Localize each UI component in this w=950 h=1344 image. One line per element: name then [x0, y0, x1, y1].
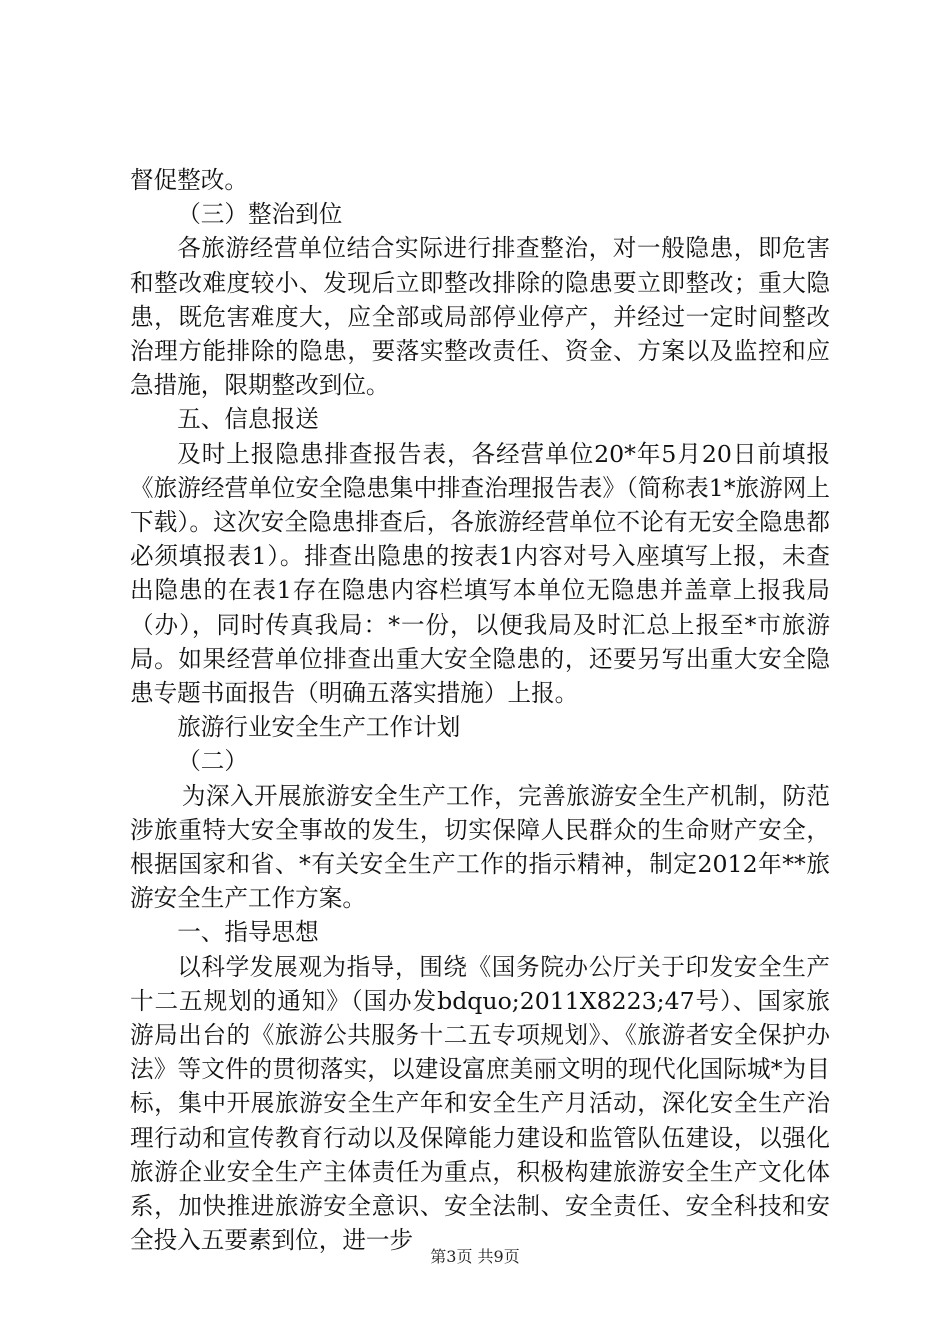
section-heading-5: 五、信息报送 — [177, 405, 319, 434]
document-body — [130, 163, 830, 1258]
section-heading-1: 一、指导思想 — [177, 918, 319, 947]
page-footer: 第3页 共9页 — [430, 1247, 520, 1266]
document-title: 旅游行业安全生产工作计划 — [177, 713, 461, 742]
paragraph-rectification: 各旅游经营单位结合实际进行排查整治，对一般隐患，即危害和整改难度较小、发现后立即整改排除的隐患要立即整改；重大隐患，既危害难度大，应全部或局部停业停产，并经过一定时间整改治理方能排除的隐患，要落实整改责任、资金、方案以及监控和应急措施，限期整改到位。 — [130, 234, 830, 400]
paragraph-intro: 为深入开展旅游安全生产工作，完善旅游安全生产机制，防范涉旅重特大安全事故的发生，切实保障人民群众的生命财产安全，根据国家和省、*有关安全生产工作的指示精神，制定2012年**旅游安全生产工作方案。 — [130, 781, 830, 913]
document-subtitle: （二） — [177, 747, 248, 776]
paragraph-continuation: 督促整改。 — [130, 166, 248, 194]
paragraph-info-report: 及时上报隐患排查报告表，各经营单位20*年5月20日前填报《旅游经营单位安全隐患集中排查治理报告表》（简称表1*旅游网上下载）。这次安全隐患排查后，各旅游经营单位不论有无安全隐患都必须填报表1）。排查出隐患的按表1内容对号入座填写上报，未查出隐患的在表1存在隐患内容栏填写本单位无隐患并盖章上报我局（办），同时传真我局：*一份，以便我局及时汇总上报至*市旅游局。如果经营单位排查出重大安全隐患的，还要另写出重大安全隐患专题书面报告（明确五落实措施）上报。 — [130, 439, 830, 708]
paragraph-guiding-thought: 以科学发展观为指导，围绕《国务院办公厅关于印发安全生产十二五规划的通知》（国办发bdquo;2011X8223;47号）、国家旅游局出台的《旅游公共服务十二五专项规划》、《旅游者安全保护办法》等文件的贯彻落实，以建设富庶美丽文明的现代化国际城*为目标，集中开展旅游安全生产年和安全生产月活动，深化安全生产治理行动和宣传教育行动以及保障能力建设和监管队伍建设，以强化旅游企业安全生产主体责任为重点，积极构建旅游安全生产文化体系，加快推进旅游安全意识、安全法制、安全责任、安全科技和安全投入五要素到位，进一步 — [130, 952, 830, 1255]
section-heading-3: （三）整治到位 — [177, 200, 343, 229]
